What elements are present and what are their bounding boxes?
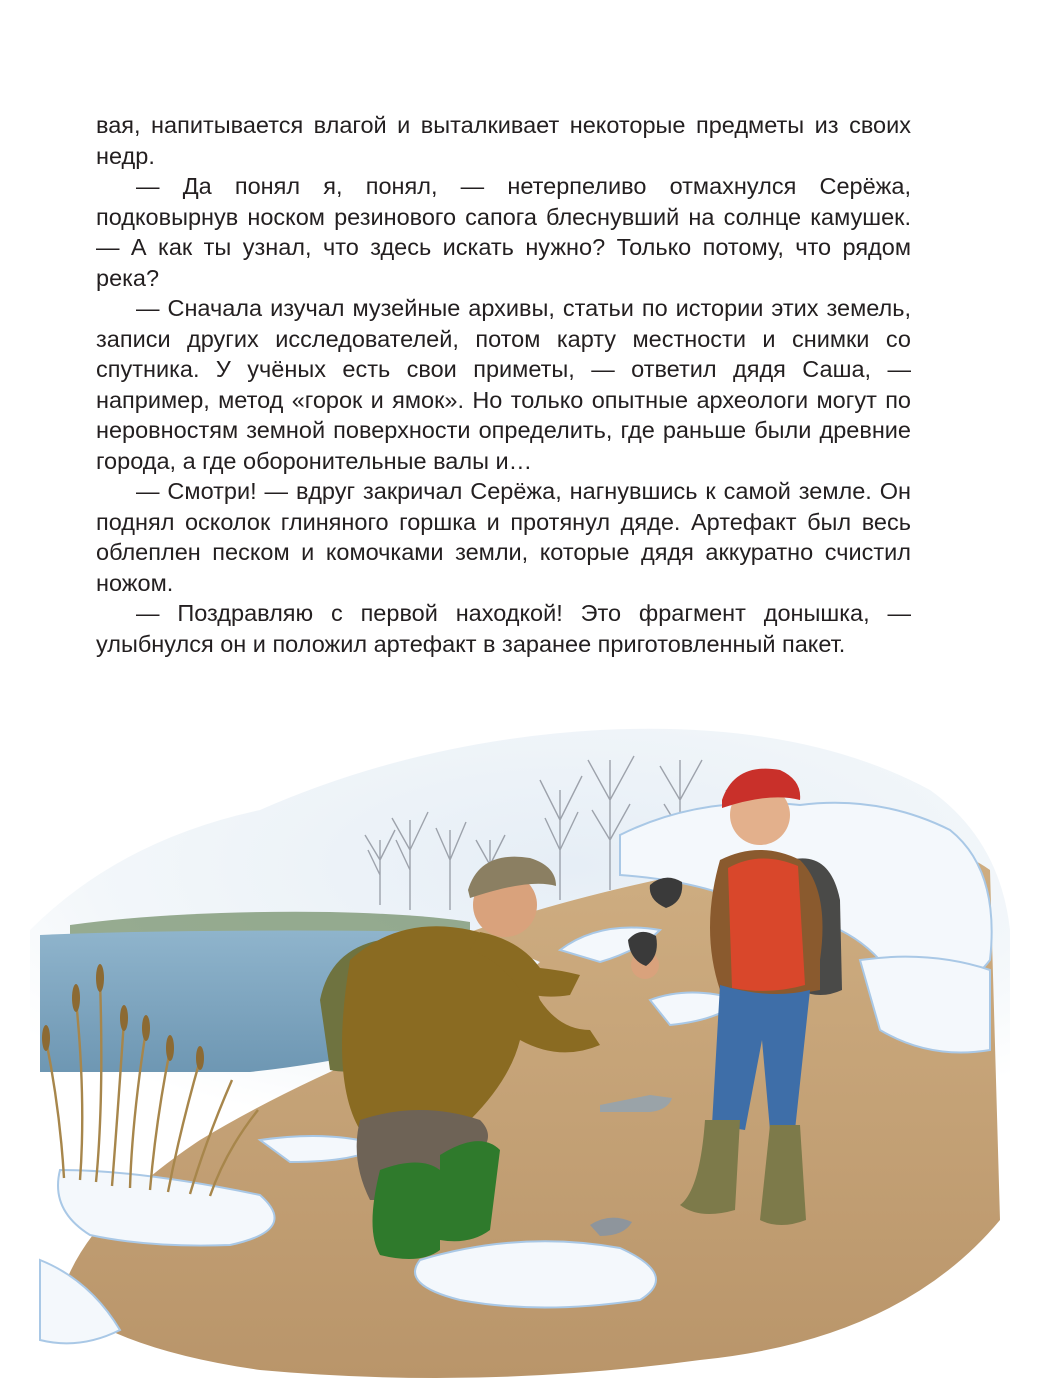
paragraph-5: — Поздравляю с первой находкой! Это фрагмент донышка, — улыбнулся он и положил артефакт в заранее приготовленный пакет. (96, 600, 911, 657)
story-illustration (0, 700, 1037, 1400)
illustration-scene (0, 700, 1037, 1400)
paragraph-4: — Смотри! — вдруг закричал Серёжа, нагнувшись к самой земле. Он поднял осколок глиняного горшка и протянул дяде. Артефакт был весь облеплен песком и комочками земли, которые дядя аккуратно счистил ножом. (96, 478, 911, 596)
man-boot-left (373, 1163, 441, 1260)
paragraph-2: — Да понял я, понял, — нетерпеливо отмахнулся Серёжа, подковырнув носком резинового сапога блеснувший на солнце камушек. — А как ты узнал, что здесь искать нужно? Только потому, что рядом река? (96, 173, 911, 291)
paragraph-1: вая, напитывается влагой и выталкивает некоторые предметы из своих недр. (96, 112, 911, 169)
story-text (96, 110, 911, 659)
paragraph-3: — Сначала изучал музейные архивы, статьи по истории этих земель, записи других исследователей, потом карту местности и снимки со спутника. У учёных есть свои приметы, — ответил дядя Саша, — например, метод «горок и ямок». Но только опытные археологи могут по неровностям земной поверхности определить, где раньше были древние города, а где оборонительные валы и… (96, 295, 911, 474)
boy-vest (728, 858, 805, 990)
